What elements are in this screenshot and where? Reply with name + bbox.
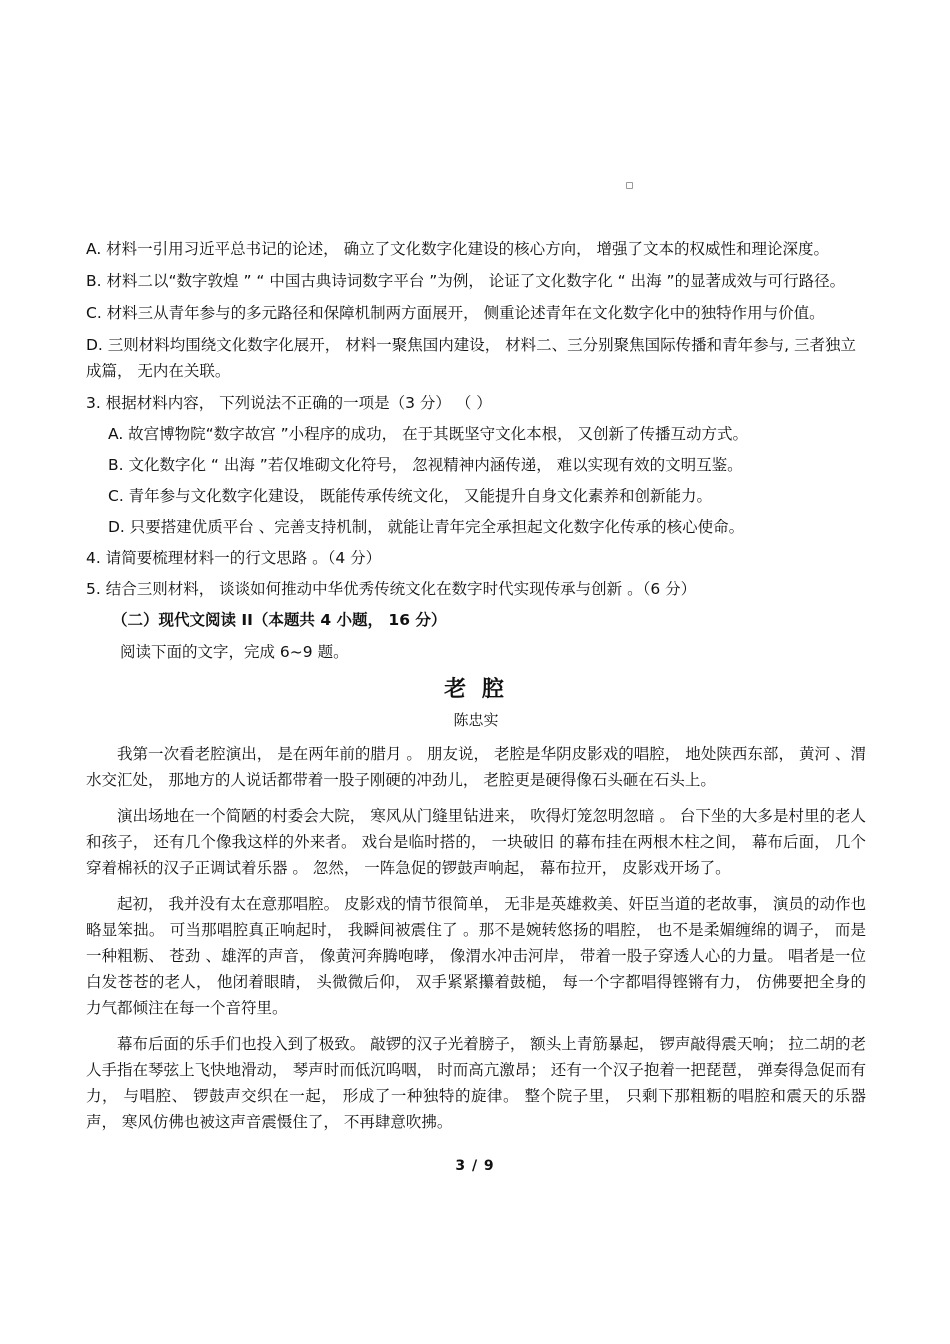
page-content [86,236,866,1145]
scan-mark [626,182,633,189]
article-title: 老 腔 [444,677,508,702]
section-heading: （二）现代文阅读 II（本题共 4 小题， 16 分） [112,611,447,629]
page-number: 3 / 9 [455,1158,495,1174]
reading-instruction: 阅读下面的文字，完成 6~9 题。 [120,643,349,661]
q2-option-a: A. 材料一引用习近平总书记的论述， 确立了文化数字化建设的核心方向， 增强了文本的权威性和理论深度。 [86,240,830,258]
question-4: 4. 请简要梳理材料一的行文思路 。（4 分） [86,549,382,567]
article-paragraph: 我第一次看老腔演出， 是在两年前的腊月 。 朋友说， 老腔是华阴皮影戏的唱腔， 地处陕西东部， 黄河 、渭水交汇处， 那地方的人说话都带着一股子刚硬的冲劲儿， 老腔更是硬得像石头砸在石头上。 [86,745,866,789]
article-paragraph: 演出场地在一个简陋的村委会大院， 寒风从门缝里钻进来， 吹得灯笼忽明忽暗 。 台下坐的大多是村里的老人和孩子， 还有几个像我这样的外来者。 戏台是临时搭的， 一块破旧 的幕布挂在两根木柱之间， 幕布后面， 几个穿着棉袄的汉子正调试着乐器 。 忽然， 一阵急促的锣鼓声响起， 幕布拉开， 皮影戏开场了。 [86,807,866,877]
q2-option-c: C. 材料三从青年参与的多元路径和保障机制两方面展开， 侧重论述青年在文化数字化中的独特作用与价值。 [86,304,825,322]
article-author: 陈忠实 [453,711,499,729]
q3-option-d: D. 只要搭建优质平台 、完善支持机制， 就能让青年完全承担起文化数字化传承的核心使命。 [108,518,745,536]
q3-option-c: C. 青年参与文化数字化建设， 既能传承传统文化， 又能提升自身文化素养和创新能力。 [108,487,713,505]
question-5: 5. 结合三则材料， 谈谈如何推动中华优秀传统文化在数字时代实现传承与创新 。（6 分） [86,580,697,598]
question-3-stem: 3. 根据材料内容， 下列说法不正确的一项是（3 分） （ ） [86,394,492,412]
q2-option-d: D. 三则材料均围绕文化数字化展开， 材料一聚焦国内建设， 材料二、三分别聚焦国际传播和青年参与, 三者独立成篇， 无内在关联。 [86,336,857,380]
q3-option-a: A. 故宫博物院“数字故宫 ”小程序的成功， 在于其既坚守文化本根， 又创新了传播互动方式。 [108,425,749,443]
article-paragraph: 起初， 我并没有太在意那唱腔。 皮影戏的情节很简单， 无非是英雄救美、奸臣当道的老故事， 演员的动作也略显笨拙。 可当那唱腔真正响起时， 我瞬间被震住了 。那不是婉转悠扬的唱腔， 也不是柔媚缠绵的调子， 而是一种粗粝、 苍劲 、雄浑的声音， 像黄河奔腾咆哮， 像渭水冲击河岸， 带着一股子穿透人心的力量。 唱者是一位白发苍苍的老人， 他闭着眼睛， 头微微后仰， 双手紧紧攥着鼓槌， 每一个字都唱得铿锵有力， 仿佛要把全身的力气都倾注在每一个音符里。 [86,895,866,1017]
q2-option-b: B. 材料二以“数字敦煌 ” “ 中国古典诗词数字平台 ”为例， 论证了文化数字化 “ 出海 ”的显著成效与可行路径。 [86,272,846,290]
article-paragraph: 幕布后面的乐手们也投入到了极致。 敲锣的汉子光着膀子， 额头上青筋暴起， 锣声敲得震天响； 拉二胡的老人手指在琴弦上飞快地滑动， 琴声时而低沉呜咽， 时而高亢激昂； 还有一个汉子抱着一把琵琶， 弹奏得急促而有力， 与唱腔、 锣鼓声交织在一起， 形成了一种独特的旋律。 整个院子里， 只剩下那粗粝的唱腔和震天的乐器声， 寒风仿佛也被这声音震慑住了， 不再肆意吹拂。 [86,1035,866,1131]
q3-option-b: B. 文化数字化 “ 出海 ”若仅堆砌文化符号， 忽视精神内涵传递， 难以实现有效的文明互鉴。 [108,456,743,474]
